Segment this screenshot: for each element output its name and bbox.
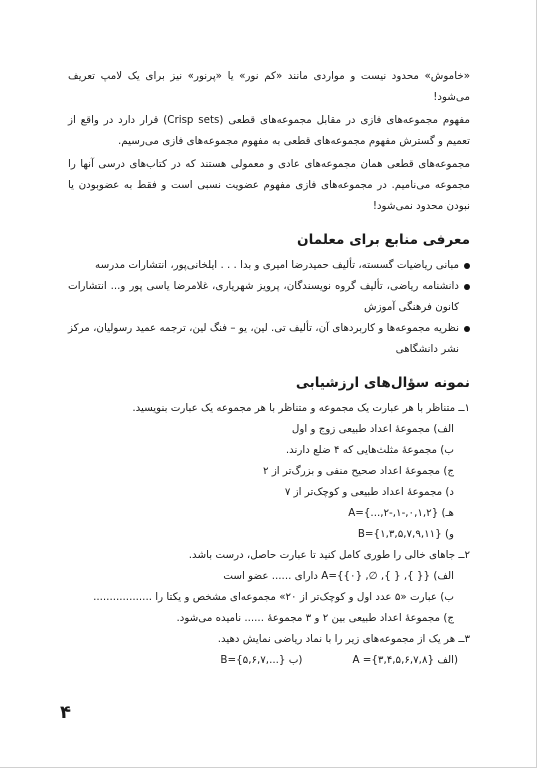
question-2-item: ب) عبارت «۵ عدد اول و کوچک‌تر از ۲۰» مجموعه‌ای مشخص و یکتا را .................. (93, 591, 454, 603)
resources-heading: معرفی منابع برای معلمان (297, 232, 470, 248)
bullet-icon (464, 284, 470, 290)
question-1-item: هـ) A={...,۲-,۱-,۰,۱,۲} (348, 507, 454, 519)
page-number: ۴ (60, 702, 71, 723)
resource-text: دانشنامه ریاضی، تألیف گروه نویسندگان، پرویز شهریاری، غلامرضا یاسی پور و... انتشارات کانون فرهنگی آموزش (68, 280, 459, 313)
question-3: ۳ــ هر یک از مجموعه‌های زیر را با نماد ریاضی نمایش دهید. (217, 633, 470, 645)
question-2-item: الف) {{ }, { }, ∅, {۰}}=A دارای ...... عضو است (223, 570, 454, 582)
intro-paragraph-2: مفهوم مجموعه‌های فازی در مقابل مجموعه‌های قطعی (Crisp sets) قرار دارد در واقع از تعمیم و گسترش مفهوم مجموعه‌های قطعی به مفهوم مجموعه‌های فازی می‌رسیم. (68, 114, 470, 147)
intro-paragraph-3: مجموعه‌های قطعی همان مجموعه‌های عادی و معمولی هستند که در کتاب‌های درسی آنها را مجموعه می‌نامیم. در مجموعه‌های فازی مفهوم عضویت نسبی است و فقط به عضوبودن یا نبودن محدود نمی‌شود! (68, 158, 470, 212)
bullet-icon (464, 326, 470, 332)
question-2: ۲ــ جاهای خالی را طوری کامل کنید تا عبارت حاصل، درست باشد. (188, 549, 470, 561)
resource-item (68, 255, 470, 276)
question-1: ۱ــ متناظر با هر عبارت یک مجموعه و متناظر با هر مجموعه یک عبارت بنویسید. (132, 402, 470, 414)
question-1-item: و) B={۱,۳,۵,۷,۹,۱۱} (357, 528, 454, 540)
resource-text: مبانی ریاضیات گسسته، تألیف حمیدرضا امیری و بدا . . . ایلخانی‌پور، انتشارات مدرسه (95, 259, 459, 271)
question-3-item-a: (الف A ={۳,۴,۵,۶,۷,۸} (352, 654, 458, 666)
resource-item (68, 318, 470, 360)
resource-item (68, 276, 470, 318)
question-1-item: د) مجموعهٔ اعداد طبیعی و کوچک‌تر از ۷ (284, 486, 454, 498)
question-3-items (68, 650, 470, 671)
question-3-item-b: (ب B={۵,۶,۷,...} (220, 654, 303, 666)
question-1-item: ج) مجموعهٔ اعداد صحیح منفی و بزرگ‌تر از ۲ (263, 465, 454, 477)
question-1-item: الف) مجموعهٔ اعداد طبیعی زوج و اول (291, 423, 454, 435)
question-1-item: ب) مجموعهٔ مثلث‌هایی که ۴ ضلع دارند. (285, 444, 454, 456)
resources-list (68, 255, 470, 360)
page-content (68, 66, 470, 671)
question-2-item: ج) مجموعهٔ اعداد طبیعی بین ۲ و ۳ مجموعهٔ ...... نامیده می‌شود. (176, 612, 454, 624)
assessment-heading: نمونه سؤال‌های ارزشیابی (295, 375, 470, 391)
resource-text: نظریه مجموعه‌ها و کاربردهای آن، تألیف تی. لین، یو – فنگ لین، ترجمه عمید رسولیان، مرکز نشر دانشگاهی (68, 322, 459, 355)
bullet-icon (464, 263, 470, 269)
intro-paragraph-1: «خاموش» محدود نیست و مواردی مانند «کم نور» یا «پرنور» نیز برای یک لامپ تعریف می‌شود! (68, 70, 470, 103)
